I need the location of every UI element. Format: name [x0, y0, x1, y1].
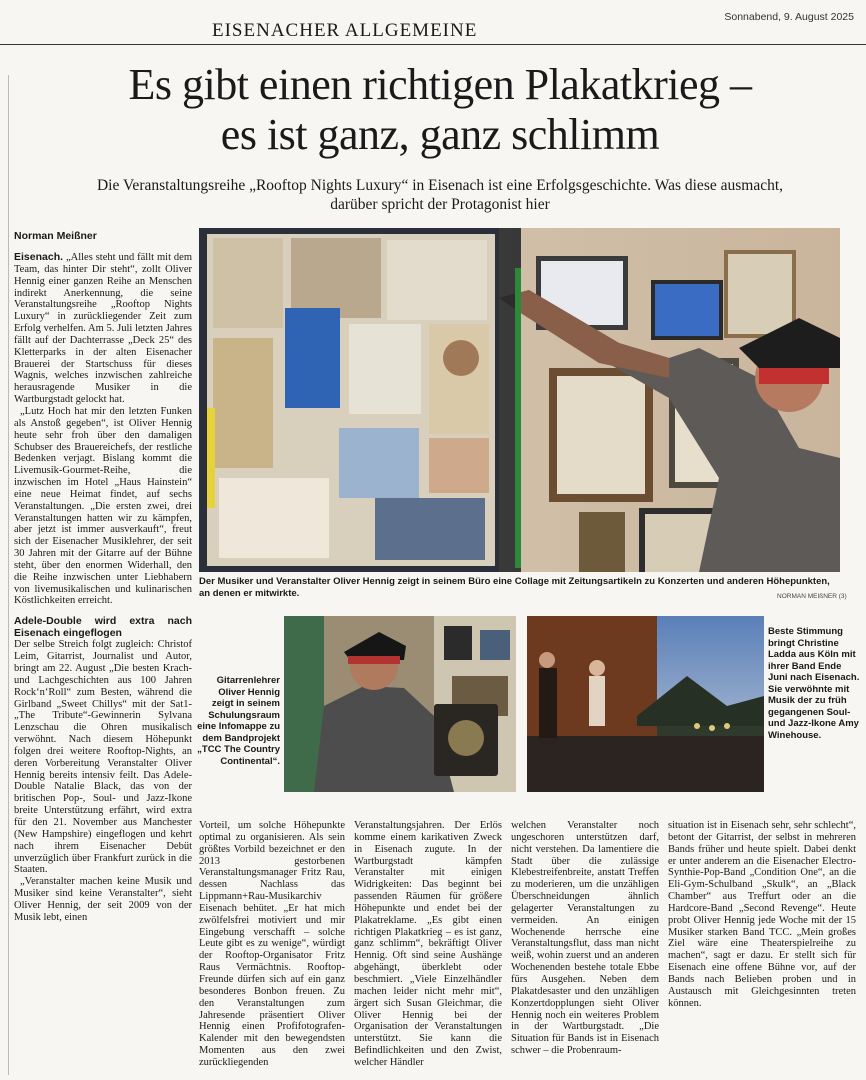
column-5: situation ist in Eisenach sehr, sehr schlecht“, betont der Gitarrist, der selbst in mehreren Bands früher und heute spielt. Dabei denkt er unter anderem an die Eisenacher Electro-Synthie-Pop-Band „Condition One“, an die Eli-Gym-Schulband „Skulk“, an „Black Chamber“ aus Treffurt oder an die Hardcore-Band „Second Revenge“. Heute probt Oliver Hennig jede Woche mit der 15 Musiker starken Band TCC. „Mein großes Ziel wäre eine Theaterspielreihe zu machen“, sagt er dazu. Er stellt sich für Eisenach eine offene Bühne vor, auf der Bands nach Belieben proben und in Austausch mit Gleichgesinnten treten können.: [668, 820, 856, 1009]
left-margin-rule: [8, 75, 9, 1075]
subtitle: [40, 176, 840, 214]
col1-paragraph-2: „Lutz Hoch hat mir den letzten Funken als Anstoß gegeben“, ist Oliver Hennig heute sehr froh über den damaligen Schubser des Brauereichefs, der restliche Bedenken verjagt. Bislang kommt die Livemusik-Gourmet-Reihe, die inzwischen im Hotel „Haus Hainstein“ eine neue Heimat findet, auf sechs Veranstaltungen. „Die ersten zwei, drei Veranstaltungen hatten wir zu kämpfen, aber jetzt ist immer ausverkauft“, freut sich der Eisenacher Musiklehrer, der seit 30 Jahren mit der Gitarre auf der Bühne steht, über den enormen Widerhall, den die Reihe inzwischen unter Liebhabern von livemusikalischen und kulinarischen Köstlichkeiten erreicht.: [14, 405, 192, 607]
newspaper-name: EISENACHER ALLGEMEINE: [212, 20, 478, 41]
main-photo-caption: Der Musiker und Veranstalter Oliver Hennig zeigt in seinem Büro eine Collage mit Zeitungsartikeln zu Konzerten und anderen Höhepunkten, an denen er mitwirkte.: [199, 576, 830, 599]
concert-photo-image: [527, 616, 764, 792]
main-photo: [199, 228, 840, 572]
column-3: Veranstaltungsjahren. Der Erlös komme einem karikativen Zweck in Eisenach zugute. In der Wartburgstadt kämpfen Veranstalter mit einigen Widrigkeiten: Das beginnt bei passenden Räumen für größere Höhepunkte und endet bei der Plakatreklame. „Es gibt einen richtigen Plakatkrieg – es ist ganz, ganz schlimm“, bekräftigt Oliver Hennig. Oft sind seine Aushänge abgehängt, überklebt oder beschmiert. „Viele Einzelhändler machen leider nicht mehr mit“, ärgert sich Susan Gleichmar, die Oliver Hennig bei der Organisation der Veranstaltungen unterstützt. Sie kann die Befindlichkeiten und den Zwist, welcher Händler: [354, 820, 502, 1068]
dateline: Eisenach.: [14, 251, 64, 263]
col1-paragraph-4: „Veranstalter machen keine Musik und Musiker sind keine Veranstalter“, sieht Oliver Hennig, der seit 2009 von der Musik lebt, einen: [14, 876, 192, 923]
concert-photo: [527, 616, 764, 792]
headline-line-1: Es gibt einen richtigen Plakatkrieg –: [128, 60, 752, 109]
main-photo-credit: NORMAN MEIßNER (3): [777, 593, 847, 600]
masthead-rule: [0, 44, 866, 45]
issue-date: Sonnabend, 9. August 2025: [724, 11, 854, 23]
column-1: [14, 252, 192, 924]
masthead: [0, 0, 866, 46]
author: Norman Meißner: [14, 230, 97, 242]
subtitle-line-1: Die Veranstaltungsreihe „Rooftop Nights Luxury“ in Eisenach ist eine Erfolgsgeschichte. Was diese ausmacht,: [96, 177, 784, 194]
teacher-photo: [284, 616, 516, 792]
concert-photo-caption: Beste Stimmung bringt Christine Ladda aus Köln mit ihrer Band Ende Juni nach Eisenach. Sie verwöhnte mit Musik der zu früh gegangenen Soul- und Jazz-Ikone Amy Winehouse.: [768, 626, 860, 741]
column-2: Vorteil, um solche Höhepunkte optimal zu organisieren. Als sein größtes Vorbild bezeichnet er den 2013 gestorbenen Veranstaltungsmanager Fritz Rau, dessen Nachlass das Lippmann+Rau-Musikarchiv Eisenach behütet. „Er hat mich zwölfelsfrei motiviert und mir Eingebung verschafft – solche Leute gibt es zu wenige“, würdigt der Rooftop-Organisator Fritz Raus Vermächtnis. Rooftop-Freunde dürfen sich auf ein ganz besonderes Bonbon freuen. Zu den Veranstaltungen zum Jahresende präsentiert Oliver Hennig einen Profifotografen-Kalender mit den bewegendsten Momenten aus den zwei zurückliegenden: [199, 820, 345, 1068]
main-photo-image: [199, 228, 840, 572]
headline-line-2: es ist ganz, ganz schlimm: [220, 110, 660, 159]
teacher-photo-caption: Gitarrenlehrer Oliver Hennig zeigt in seinem Schulungsraum eine Infomappe zu dem Bandprojekt „TCC The Country Continental“.: [197, 675, 280, 767]
col1-subhead: Adele-Double wird extra nach Eisenach eingeflogen: [14, 615, 192, 640]
col1-paragraph-1: Eisenach. „Alles steht und fällt mit dem Team, das hinter Dir steht“, zollt Oliver Hennig einer ganzen Reihe an Menschen indirekt Anerkennung, die seine Veranstaltungsreihe „Rooftop Nights Luxury“ in zurückliegender Zeit zum Erfolg verhelfen. Am 5. Juli letzten Jahres fällt auf der Dachterrasse „Deck 25“ des Kletterparks in der alten Eisenacher Brauerei der Startschuss für dieses Wagnis, welches inzwischen zahlreiche herausragende Musiker in die Wartburgstadt gelockt hat.: [14, 251, 192, 406]
teacher-photo-image: [284, 616, 516, 792]
headline: [20, 60, 860, 160]
col1-paragraph-3: Der selbe Streich folgt zugleich: Christof Leim, Gitarrist, Journalist und Autor, bringt am 22. August „Die besten Krach- und Lachgeschichten aus 100 Jahren Rock‘n‘Roll“ zum Besten, während die Girlband „Sweet Chillys“ mit der Sat1-„The Tribute“-Gewinnerin Sylvana Lenzschau die Ohren musikalisch verwöhnt. Nach diesem Höhepunkt folgen drei weitere Rooftop-Nights, an deren Vorbereitung Veranstalter Oliver Hennig bereits intensiv feilt. Das Adele-Double Natalie Black, das von der britischen Pop-, Soul- und Jazz-Ikone breite Unterstützung erfährt, wird extra für den 21. November aus Manchester (New Hampshire) eingeflogen und kehrt nach ihrem Eisenacher Debüt unverzüglich über Frankfurt zurück in die Staaten.: [14, 639, 192, 876]
subtitle-line-2: darüber spricht der Protagonist hier: [330, 196, 550, 213]
column-4: welchen Veranstalter noch ungeschoren unterstützen darf, nicht verstehen. Da lamentiere die Stadt über die zulässige Klebestreifenbreite, anstatt Treffen zu moderieren, um die unzähligen Überschneidungen ähnlich gelagerter Veranstaltungen zu vermeiden. An einigen Wochenende herrsche eine Veranstaltungsflut, dass man nicht weiß, wohin zuerst und an anderen Wochenenden bestehe totale Ebbe fürs Ausgehen. Neben dem Plakatdesaster und den unzähligen Konzertdopplungen sieht Oliver Hennig noch ein weiteres Problem in der Wartburgstadt. „Die Situation für Bands ist in Eisenach schwer – die Probenraum-: [511, 820, 659, 1057]
